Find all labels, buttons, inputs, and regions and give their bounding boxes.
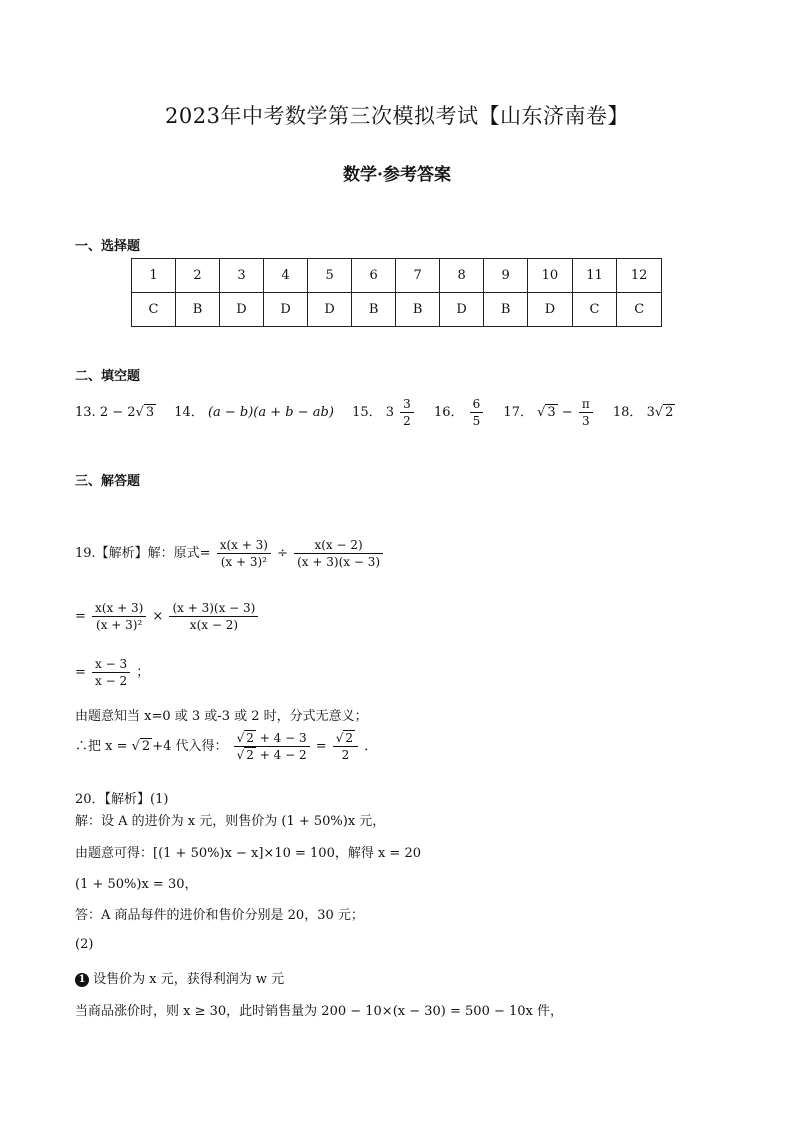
q17-answer: 17． √ 3 − $\frac{\pi}{3}$ <box>503 405 598 420</box>
q19-f5-num: x − 3 <box>92 656 130 673</box>
q15-den: 2 <box>403 414 411 428</box>
q19-sub-den-rad: 2 <box>246 748 254 762</box>
answer-cell: C <box>132 293 176 327</box>
answer-cell: B <box>176 293 220 327</box>
question-number-cell: 7 <box>396 259 440 293</box>
question-number-cell: 12 <box>617 259 662 293</box>
q20-line-5: (2) <box>75 937 94 952</box>
answer-cell: C <box>572 293 617 327</box>
q17-radicand: 3 <box>547 405 556 420</box>
answer-cell: B <box>484 293 528 327</box>
q19-sub-den: √ 2 + 4 − 2 <box>236 748 307 762</box>
page-title: 2023年中考数学第三次模拟考试【山东济南卷】 <box>165 104 629 128</box>
q17-fraction <box>579 396 593 429</box>
q19-sub-rad: 2 <box>141 739 151 754</box>
fill-blank-answers <box>75 396 689 429</box>
q15-int: 3 <box>385 405 395 420</box>
q16-answer <box>433 397 489 428</box>
q19-sub-eq: = <box>315 739 331 754</box>
answer-cell: B <box>352 293 396 327</box>
q19-semicolon: ； <box>136 665 150 680</box>
q19-sub-num: √ 2 + 4 − 3 <box>234 730 310 747</box>
q16-label: 16． <box>433 405 464 420</box>
q19-condition: 由题意知当 x=0 或 3 或-3 或 2 时，分式无意义； <box>75 709 368 724</box>
q20-heading: 20．【解析】(1) <box>75 792 169 807</box>
q17-den: 3 <box>581 414 590 428</box>
q19-f3-num: x(x + 3) <box>92 600 146 617</box>
q19-period: ． <box>364 739 378 754</box>
answer-cell: D <box>264 293 308 327</box>
q20-line-6-text: 设售价为 x 元，获得利润为 w 元 <box>93 972 285 987</box>
question-number-cell: 5 <box>308 259 352 293</box>
q19-f1-den: (x + 3)² <box>220 555 267 569</box>
question-number-cell: 8 <box>440 259 484 293</box>
question-number-cell: 11 <box>572 259 617 293</box>
question-number-cell: 9 <box>484 259 528 293</box>
q19-line-2 <box>75 600 260 633</box>
answer-cell: C <box>617 293 662 327</box>
q19-fraction-4 <box>169 600 258 633</box>
q17-num: π <box>579 396 593 413</box>
q16-num: 6 <box>470 396 484 413</box>
page-subtitle: 数学·参考答案 <box>343 165 451 185</box>
q19-line-3 <box>75 656 149 689</box>
q19-f4-num: (x + 3)(x − 3) <box>169 600 258 617</box>
q14-expr: (a − b)(a + b − ab) <box>207 405 334 420</box>
q18-radicand: 2 <box>665 405 674 420</box>
q19-multiply-sign: × <box>152 609 164 624</box>
q18-answer: 18． 3√ 2 <box>612 405 674 420</box>
q19-res-den: 2 <box>341 748 350 762</box>
question-number-cell: 1 <box>132 259 176 293</box>
q19-f4-den: x(x − 2) <box>189 618 239 632</box>
q13-label: 13. <box>75 405 96 420</box>
q19-f3-den: (x + 3)² <box>96 618 143 632</box>
q16-den: 5 <box>472 414 481 428</box>
q19-fraction-1 <box>217 537 271 570</box>
q19-f2-num: x(x − 2) <box>294 537 383 554</box>
question-number-cell: 4 <box>264 259 308 293</box>
question-number-cell: 6 <box>352 259 396 293</box>
q19-eq-2: = <box>75 609 86 624</box>
question-number-cell: 3 <box>220 259 264 293</box>
question-number-cell: 10 <box>528 259 573 293</box>
q19-res-num: √ 2 <box>333 730 358 747</box>
q19-fraction-2 <box>294 537 383 570</box>
q19-sub-fraction <box>234 730 310 763</box>
q19-intro: 19.【解析】解：原式= <box>75 546 211 561</box>
question-number-row <box>132 259 662 293</box>
q19-result-fraction <box>333 730 358 763</box>
q14-answer <box>174 405 338 420</box>
q16-fraction <box>470 396 484 429</box>
q20-line-7: 当商品涨价时，则 x ≥ 30，此时销售量为 200 − 10×(x − 30) = 500 − 10x 件， <box>75 1004 564 1019</box>
q15-fraction <box>400 396 414 429</box>
q19-fraction-5 <box>92 656 130 689</box>
section-heading-choice: 一、选择题 <box>75 239 141 254</box>
q19-res-num-rad: 2 <box>345 731 354 745</box>
q20-line-3: (1 + 50%)x = 30， <box>75 877 198 892</box>
answer-cell: D <box>440 293 484 327</box>
section-heading-fill: 二、填空题 <box>75 369 141 384</box>
q19-sub-num-rad: 2 <box>246 731 254 745</box>
q15-num: 3 <box>400 396 414 413</box>
q15-label: 15． <box>352 405 382 420</box>
q14-label: 14． <box>174 405 204 420</box>
answer-letter-row <box>132 293 662 327</box>
circled-number-icon: 1 <box>75 973 89 987</box>
q17-minus: − <box>561 405 573 420</box>
q13-answer: 13. 2 − 2√ 3 <box>75 405 155 420</box>
q15-answer <box>352 397 420 428</box>
answer-cell: B <box>396 293 440 327</box>
q19-f1-num: x(x + 3) <box>217 537 271 554</box>
answer-cell: D <box>528 293 573 327</box>
q17-label: 17． <box>503 405 533 420</box>
answer-cell: D <box>220 293 264 327</box>
q20-line-1: 解：设 A 的进价为 x 元，则售价为 (1 + 50%)x 元， <box>75 814 386 829</box>
q18-label: 18． <box>612 405 643 420</box>
q19-f2-den: (x + 3)(x − 3) <box>297 555 381 569</box>
q19-eq-3: = <box>75 665 86 680</box>
q20-line-2: 由题意可得：[(1 + 50%)x − x]×10 = 100，解得 x = 20 <box>75 846 421 861</box>
answer-cell: D <box>308 293 352 327</box>
q19-sub-num-rest: + 4 − 3 <box>255 731 307 745</box>
q19-substitution: ∴把 x = √ 2 +4 代入得： $\frac{√ 2 + 4 - 3}{√ 2 + 4 - 2}$ = $\frac{√ 2}{2}$ ． <box>75 731 378 762</box>
question-number-cell: 2 <box>176 259 220 293</box>
q20-line-4: 答：A 商品每件的进价和售价分别是 20，30 元； <box>75 908 364 923</box>
q19-sub-mid: +4 代入得： <box>152 739 228 754</box>
q19-f5-den: x − 2 <box>95 674 128 688</box>
q19-divide-sign: ÷ <box>277 546 288 561</box>
q13-radicand: 3 <box>145 405 155 420</box>
q18-int: 3 <box>646 405 655 420</box>
q19-sub-den-rest: + 4 − 2 <box>255 748 307 762</box>
choice-answer-table <box>131 258 662 327</box>
q20-line-6 <box>75 968 284 987</box>
section-heading-solve: 三、解答题 <box>75 474 141 489</box>
q19-sub-pre: ∴把 x = <box>75 739 132 754</box>
q19-fraction-3 <box>92 600 146 633</box>
q19-line-1 <box>75 537 385 570</box>
q13-expr: 2 − 2 <box>99 405 136 420</box>
